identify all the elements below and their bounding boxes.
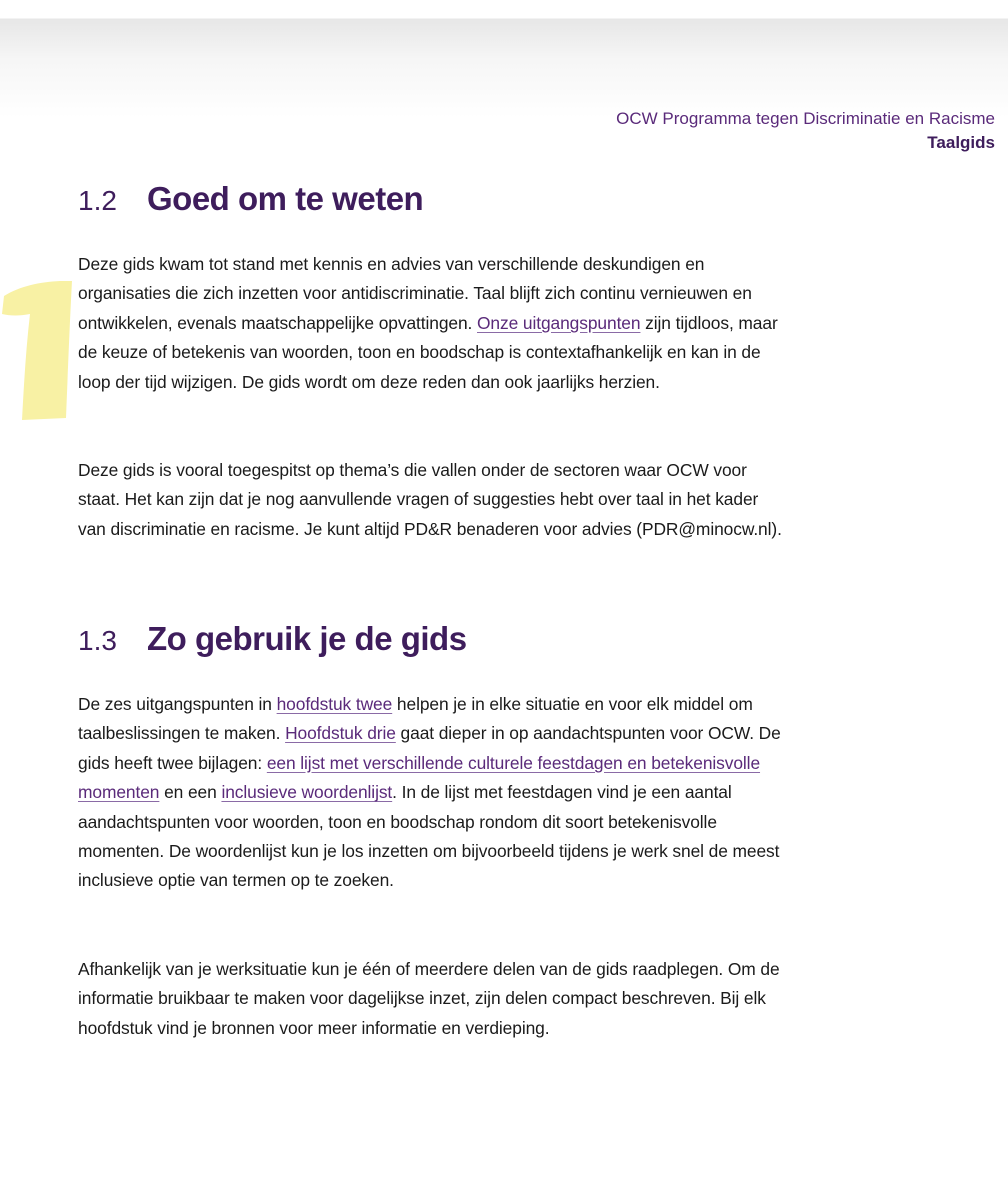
paragraph-focus: Deze gids is vooral toegespitst op thema’s die vallen onder de sectoren waar OCW voor staat. Het kan zijn dat je nog aanvullende vragen of suggesties hebt over taal in het kader van discriminatie en racisme. Je kunt altijd PD&R benaderen voor advies (PDR@minocw.nl). (78, 460, 782, 539)
paragraph-text: zijn tijdloos, maar de keuze of betekenis van woorden, toon en boodschap is contextafhankelijk en kan in de loop der tijd wijzigen. De gids wordt om deze reden dan ook jaarlijks herzien. (78, 312, 778, 392)
paragraph-text: . In de lijst met feestdagen vind je een aantal aandachtspunten voor woorden, toon en boodschap rondom dit soort betekenisvolle momenten. De woordenlijst kun je los inzetten om bijvoorbeeld tijdens je werk snel de meest inclusieve optie van termen op te zoeken. (78, 782, 780, 891)
browser-toolbar-shadow (0, 0, 1008, 120)
chapter-number-mark (0, 278, 80, 424)
section-number: 1.3 (78, 625, 117, 656)
link-hoofdstuk-twee[interactable]: hoofdstuk twee (276, 694, 393, 714)
paragraph-text: Deze gids kwam tot stand met kennis en advies van verschillende deskundigen en organisaties die zich inzetten voor antidiscriminatie. Taal blijft zich continu vernieuwen en ontwikkelen, evenals maatschappelijke opvattingen. (78, 254, 752, 333)
paragraph-knowledge (78, 250, 790, 397)
link-inclusieve-woordenlijst[interactable]: inclusieve woordenlijst (221, 782, 393, 803)
section-title: Zo gebruik je de gids (147, 620, 467, 657)
section-title: Goed om te weten (147, 180, 424, 217)
section-number: 1.2 (78, 185, 117, 216)
paragraph-text: helpen je in elke situatie en voor elk middel om taalbeslissingen te maken. (78, 694, 753, 744)
link-hoofdstuk-drie[interactable]: Hoofdstuk drie (285, 723, 396, 744)
link-onze-uitgangspunten[interactable]: Onze uitgangspunten (477, 312, 641, 333)
highlighter-numeral-1 (2, 281, 72, 420)
paragraph-text: gaat dieper in op aandachtspunten voor OCW. De gids heeft twee bijlagen: (78, 723, 781, 773)
section-heading-1-2 (78, 180, 423, 218)
paragraph-text: De zes uitgangspunten in (78, 694, 277, 714)
program-title: OCW Programma tegen Discriminatie en Racisme (616, 109, 995, 128)
document-title: Taalgids (927, 133, 995, 152)
paragraph-situation: Afhankelijk van je werksituatie kun je één of meerdere delen van de gids raadplegen. Om de informatie bruikbaar te maken voor dagelijkse inzet, zijn delen compact beschreven. Bij elk hoofdstuk vind je bronnen voor meer informatie en verdieping. (78, 959, 780, 1038)
section-heading-1-3 (78, 620, 467, 658)
paragraph-text: en een (159, 782, 222, 803)
paragraph-usage (78, 690, 790, 896)
page-header (616, 107, 995, 155)
link-feestdagen-lijst[interactable]: een lijst met verschillende culturele feestdagen en betekenisvolle momenten (78, 752, 761, 803)
